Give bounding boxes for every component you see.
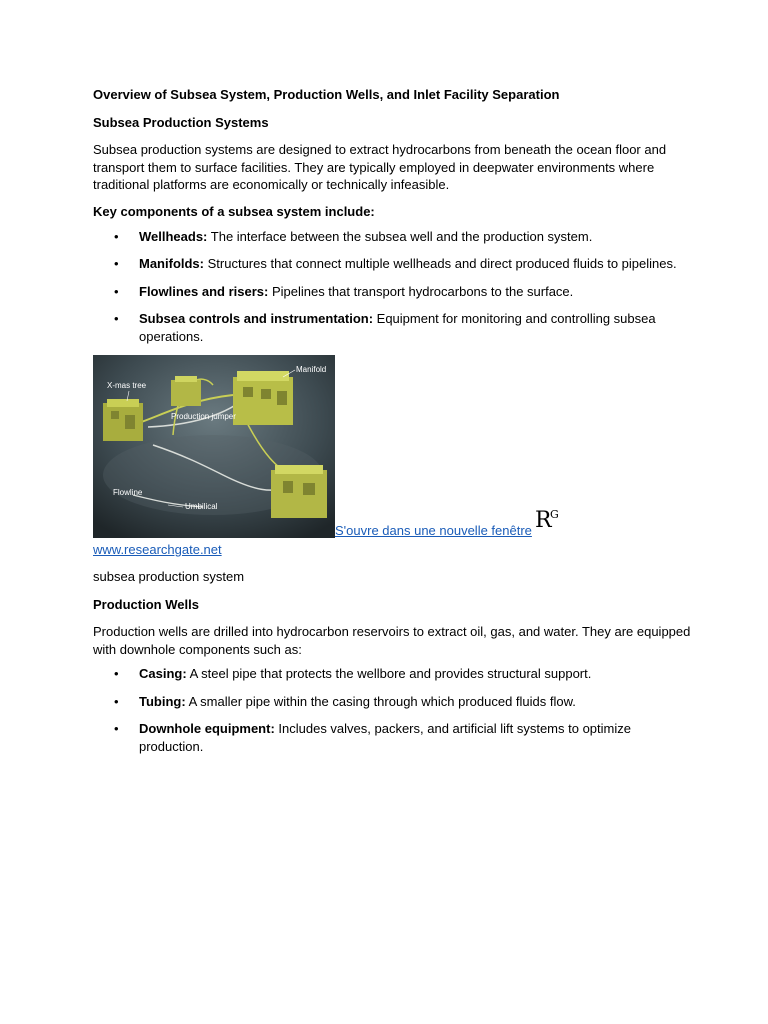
list-item-text: A steel pipe that protects the wellbore and provides structural support. bbox=[186, 666, 592, 681]
subsea-component-list bbox=[93, 228, 693, 346]
list-item-text: Equipment for monitoring and controlling subsea operations. bbox=[139, 311, 656, 344]
manifold-structure bbox=[233, 371, 293, 425]
subsea-system-image[interactable] bbox=[93, 355, 335, 538]
label-umbilical: Umbilical bbox=[185, 502, 218, 511]
logo-r: R bbox=[535, 508, 552, 533]
list-item-text: Includes valves, packers, and artificial lift systems to optimize production. bbox=[139, 721, 631, 754]
list-item-term: Subsea controls and instrumentation: bbox=[139, 311, 374, 326]
label-manifold: Manifold bbox=[296, 365, 327, 374]
downhole-component-list bbox=[93, 665, 693, 755]
list-item bbox=[93, 310, 693, 345]
production-wells-paragraph: Production wells are drilled into hydrocarbon reservoirs to extract oil, gas, and water. They are equipped with downhole components such as: bbox=[93, 624, 691, 657]
open-in-new-window-link[interactable]: S'ouvre dans une nouvelle fenêtre bbox=[335, 523, 532, 538]
list-item-term: Manifolds: bbox=[139, 256, 204, 271]
list-item-term: Flowlines and risers: bbox=[139, 283, 269, 299]
key-components-heading: Key components of a subsea system include: bbox=[93, 203, 375, 219]
figure-row bbox=[93, 355, 693, 538]
list-item bbox=[93, 283, 693, 301]
xmas-tree-structure bbox=[103, 399, 143, 441]
list-item bbox=[93, 255, 693, 273]
production-wells-heading: Production Wells bbox=[93, 597, 199, 612]
subsea-paragraph: Subsea production systems are designed to extract hydrocarbons from beneath the ocean floor and transport them to surface facilities. They are typically employed in deepwater environments where traditional platforms are economically or technically infeasible. bbox=[93, 142, 667, 192]
list-item bbox=[93, 720, 693, 755]
list-item bbox=[93, 693, 693, 711]
list-item-text: A smaller pipe within the casing through which produced fluids flow. bbox=[185, 693, 576, 709]
figure-caption: subsea production system bbox=[93, 569, 245, 584]
list-item-term: Casing: bbox=[139, 666, 187, 681]
document-title: Overview of Subsea System, Production Wells, and Inlet Facility Separation bbox=[93, 87, 560, 102]
list-item-term: Tubing: bbox=[139, 693, 186, 709]
list-item bbox=[93, 665, 693, 683]
plem-structure bbox=[271, 465, 327, 518]
list-item-term: Downhole equipment: bbox=[139, 721, 275, 736]
list-item-term: Wellheads: bbox=[139, 228, 208, 244]
label-xmas-tree: X-mas tree bbox=[107, 381, 147, 390]
document-page bbox=[93, 86, 693, 765]
source-link[interactable]: www.researchgate.net bbox=[93, 542, 222, 557]
small-tree-structure bbox=[171, 376, 201, 406]
researchgate-logo[interactable] bbox=[535, 508, 559, 533]
list-item-text: The interface between the subsea well and the production system. bbox=[207, 228, 593, 244]
label-production-jumper: Production jumper bbox=[171, 412, 236, 421]
logo-g: G bbox=[550, 508, 559, 521]
list-item-text: Structures that connect multiple wellheads and direct produced fluids to pipelines. bbox=[204, 256, 677, 271]
label-flowline: Flowline bbox=[113, 488, 143, 497]
subsea-heading: Subsea Production Systems bbox=[93, 115, 269, 130]
list-item-text: Pipelines that transport hydrocarbons to the surface. bbox=[268, 283, 574, 299]
list-item bbox=[93, 228, 693, 246]
